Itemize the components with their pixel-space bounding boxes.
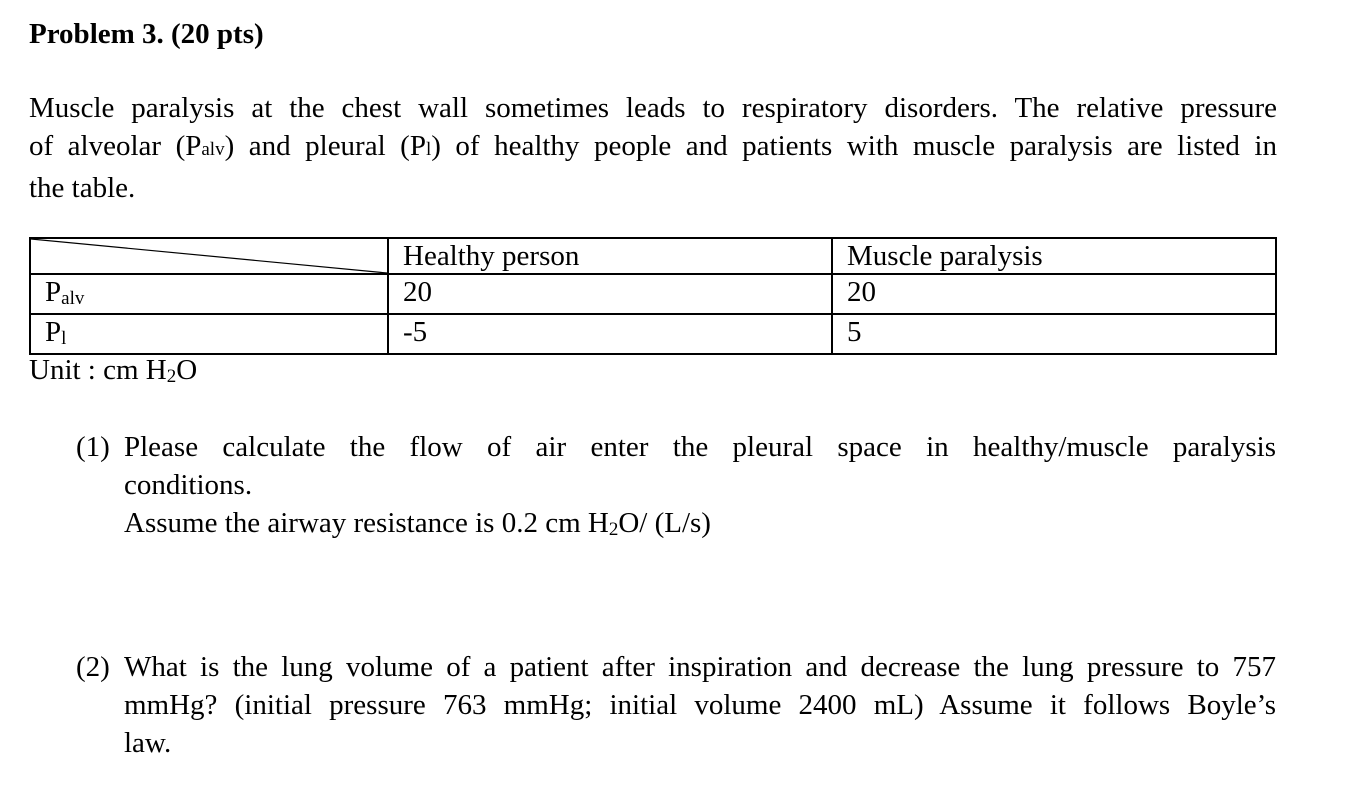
cell-healthy: -5 [388, 314, 832, 354]
question-line: What is the lung volume of a patient after inspiration and decrease the lung pressure to 757 [124, 651, 1276, 683]
question-number: (2) [76, 651, 110, 683]
question-line [124, 504, 1276, 546]
question-line: conditions. [124, 469, 253, 501]
question-subscript: 2 [608, 519, 619, 540]
alveolar-subscript: alv [201, 139, 225, 160]
header-paralysis: Muscle paralysis [832, 238, 1276, 274]
unit-subscript: 2 [166, 366, 177, 387]
question-2 [76, 648, 1276, 762]
row-label-pl [30, 314, 388, 354]
intro-text: of alveolar (P [29, 130, 202, 162]
row-label-text: P [45, 276, 62, 308]
row-label-palv [30, 274, 388, 314]
cell-paralysis: 5 [832, 314, 1276, 354]
cell-healthy: 20 [388, 274, 832, 314]
table-corner-cell [30, 238, 388, 274]
unit-label [29, 354, 197, 387]
unit-text: Unit : cm H [29, 354, 167, 386]
cell-paralysis: 20 [832, 274, 1276, 314]
question-number: (1) [76, 431, 110, 463]
intro-line-1: Muscle paralysis at the chest wall sometimes leads to respiratory disorders. The relative pressure [29, 92, 1277, 124]
question-1 [76, 428, 1276, 546]
header-healthy: Healthy person [388, 238, 832, 274]
row-label-text: P [45, 316, 62, 348]
question-body [124, 648, 1276, 762]
pleural-subscript: l [425, 139, 432, 160]
pressure-table [29, 237, 1277, 355]
intro-line-2 [29, 127, 1277, 169]
unit-text: O [176, 354, 198, 386]
question-text: O/ (L/s) [618, 507, 711, 539]
table-row [30, 274, 1276, 314]
intro-paragraph [29, 89, 1277, 207]
question-body [124, 428, 1276, 546]
question-line: mmHg? (initial pressure 763 mmHg; initial volume 2400 mL) Assume it follows Boyle’s [124, 689, 1276, 721]
row-label-subscript: alv [61, 288, 85, 309]
table-header-row [30, 238, 1276, 274]
intro-text: ) and pleural (P [224, 130, 426, 162]
row-label-subscript: l [61, 328, 67, 349]
problem-title: Problem 3. (20 pts) [29, 18, 264, 50]
table-row [30, 314, 1276, 354]
question-text: Assume the airway resistance is 0.2 cm H [124, 507, 609, 539]
question-line: law. [124, 727, 172, 759]
diagonal-divider [31, 239, 387, 273]
intro-text: ) of healthy people and patients with muscle paralysis are listed in [431, 130, 1277, 162]
intro-line-3: the table. [29, 172, 136, 204]
question-line: Please calculate the flow of air enter the pleural space in healthy/muscle paralysis [124, 431, 1276, 463]
